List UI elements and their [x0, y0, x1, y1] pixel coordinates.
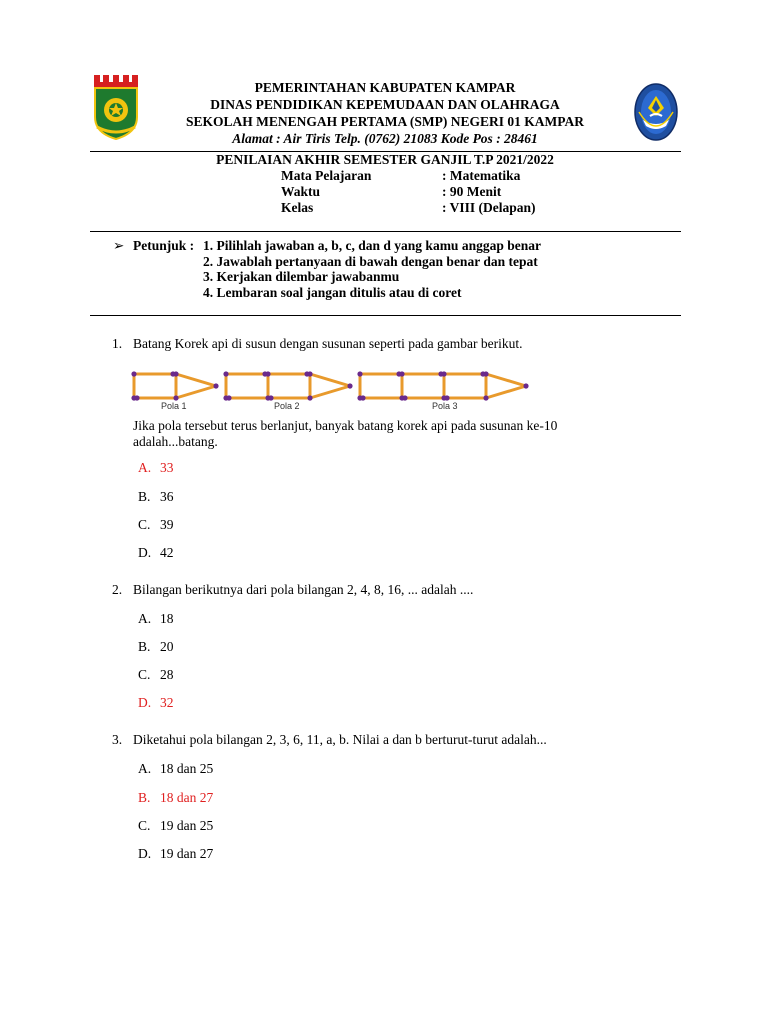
- match-head: [226, 395, 231, 400]
- matchstick: [486, 386, 526, 398]
- option-text: 18: [160, 611, 174, 626]
- pola-1-label: Pola 1: [161, 401, 187, 411]
- instruction-divider: [90, 315, 681, 316]
- field-value-class: : VIII (Delapan): [442, 200, 536, 215]
- question-text-2: Bilangan berikutnya dari pola bilangan 2, 4, 8, 16, ... adalah ....: [133, 582, 474, 597]
- question-number-2: 2.: [112, 582, 123, 597]
- field-label-subject: Mata Pelajaran: [281, 168, 372, 183]
- match-head: [399, 371, 404, 376]
- match-head: [173, 395, 178, 400]
- option-text: 33: [160, 460, 174, 475]
- match-head: [223, 371, 228, 376]
- match-head: [523, 383, 528, 388]
- option-letter: C.: [138, 667, 151, 682]
- match-head: [131, 371, 136, 376]
- question-text-3: Diketahui pola bilangan 2, 3, 6, 11, a, b. Nilai a dan b berturut-turut adalah...: [133, 732, 547, 747]
- match-head: [134, 395, 139, 400]
- option-letter: A.: [138, 761, 152, 776]
- tut-wuri-handayani-logo: [633, 82, 679, 142]
- match-head: [307, 371, 312, 376]
- option-letter: D.: [138, 695, 152, 710]
- field-value-time: : 90 Menit: [442, 184, 502, 199]
- school-address: Alamat : Air Tiris Telp. (0762) 21083 Kode Pos : 28461: [232, 131, 538, 146]
- option-letter: A.: [138, 611, 152, 626]
- option-letter: D.: [138, 846, 152, 861]
- instruction-item-4: 4. Lembaran soal jangan ditulis atau di coret: [203, 285, 462, 300]
- match-head: [347, 383, 352, 388]
- info-divider: [90, 231, 681, 232]
- pola-2-label: Pola 2: [274, 401, 300, 411]
- match-head: [483, 371, 488, 376]
- instruction-prefix: Petunjuk :: [133, 238, 195, 253]
- option-letter: B.: [138, 639, 151, 654]
- header-line-2: DINAS PENDIDIKAN KEPEMUDAAN DAN OLAHRAGA: [210, 97, 560, 112]
- question-1-followup-line-2: adalah...batang.: [133, 434, 218, 449]
- kabupaten-kampar-logo: [92, 75, 140, 141]
- matchstick: [176, 386, 216, 398]
- option-letter: D.: [138, 545, 152, 560]
- question-number-3: 3.: [112, 732, 123, 747]
- question-number-1: 1.: [112, 336, 123, 351]
- option-letter: B.: [138, 790, 151, 805]
- instruction-item-3: 3. Kerjakan dilembar jawabanmu: [203, 269, 400, 284]
- match-head: [441, 371, 446, 376]
- matchstick-pattern-figure: [128, 366, 548, 414]
- option-text: 19 dan 25: [160, 818, 214, 833]
- question-text-1: Batang Korek api di susun dengan susunan seperti pada gambar berikut.: [133, 336, 523, 351]
- header-line-3: SEKOLAH MENENGAH PERTAMA (SMP) NEGERI 01 KAMPAR: [185, 114, 585, 129]
- field-label-time: Waktu: [281, 184, 321, 199]
- matchstick: [486, 374, 526, 386]
- option-text: 28: [160, 667, 174, 682]
- option-letter: C.: [138, 517, 151, 532]
- match-head: [357, 371, 362, 376]
- option-text: 32: [160, 695, 174, 710]
- field-label-class: Kelas: [281, 200, 314, 215]
- instruction-item-2: 2. Jawablah pertanyaan di bawah dengan benar dan tepat: [203, 254, 538, 269]
- option-text: 42: [160, 545, 174, 560]
- option-text: 18 dan 25: [160, 761, 214, 776]
- field-value-subject: : Matematika: [442, 168, 521, 183]
- exam-title: PENILAIAN AKHIR SEMESTER GANJIL T.P 2021/2022: [216, 152, 554, 167]
- match-head: [402, 395, 407, 400]
- question-1-followup-line-1: Jika pola tersebut terus berlanjut, banyak batang korek api pada susunan ke-10: [133, 418, 558, 433]
- matchstick: [176, 374, 216, 386]
- match-head: [483, 395, 488, 400]
- match-head: [265, 371, 270, 376]
- option-text: 19 dan 27: [160, 846, 214, 861]
- match-head: [360, 395, 365, 400]
- match-head: [444, 395, 449, 400]
- match-head: [307, 395, 312, 400]
- option-text: 39: [160, 517, 174, 532]
- match-head: [268, 395, 273, 400]
- match-head: [173, 371, 178, 376]
- option-letter: B.: [138, 489, 151, 504]
- instruction-item-1: 1. Pilihlah jawaban a, b, c, dan d yang kamu anggap benar: [203, 238, 541, 253]
- instruction-bullet: ➢: [113, 238, 125, 253]
- option-text: 18 dan 27: [160, 790, 214, 805]
- option-letter: C.: [138, 818, 151, 833]
- matchstick: [310, 374, 350, 386]
- option-text: 20: [160, 639, 174, 654]
- match-head: [213, 383, 218, 388]
- matchstick: [310, 386, 350, 398]
- option-letter: A.: [138, 460, 152, 475]
- pola-3-label: Pola 3: [432, 401, 458, 411]
- option-text: 36: [160, 489, 174, 504]
- header-line-1: PEMERINTAHAN KABUPATEN KAMPAR: [254, 80, 516, 95]
